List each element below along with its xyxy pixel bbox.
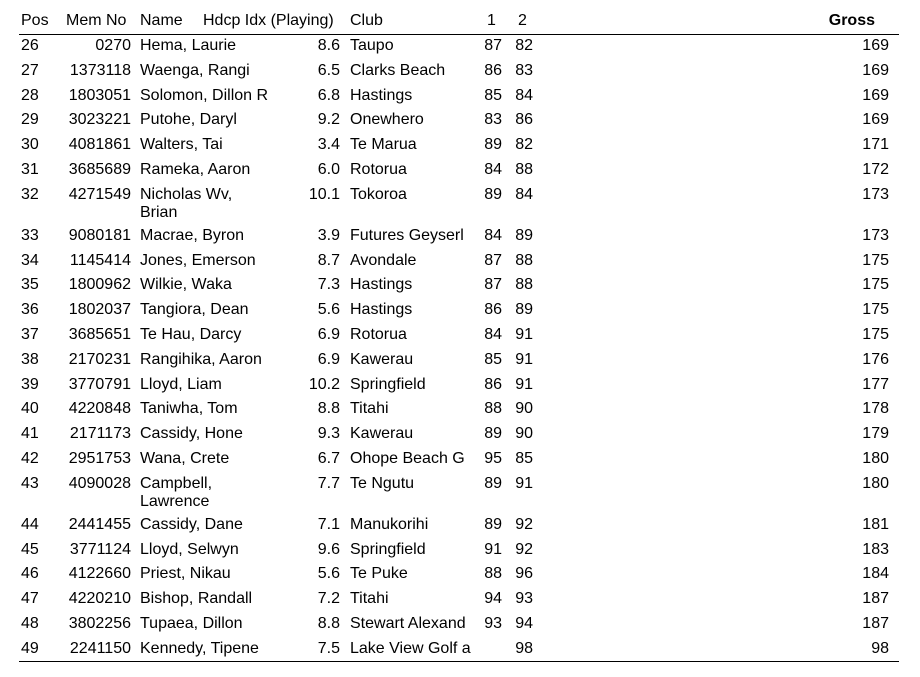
round-2-cell: 96 — [515, 565, 533, 583]
round-1-cell: 87 — [484, 276, 502, 294]
position-cell: 35 — [21, 276, 39, 294]
header-hdcp: Hdcp Idx (Playing) — [203, 12, 334, 29]
club-cell: Kawerau — [350, 425, 414, 443]
player-name-cell: Tupaea, Dillon — [140, 615, 243, 632]
club-cell: Hastings — [350, 276, 413, 294]
round-2-cell: 84 — [515, 185, 533, 203]
member-number-cell: 4220848 — [68, 400, 131, 418]
handicap-cell: 6.9 — [317, 350, 340, 368]
round-2-cell: 91 — [515, 474, 533, 492]
handicap-cell: 5.6 — [317, 565, 340, 583]
round-2-cell: 91 — [515, 326, 533, 343]
handicap-cell: 3.9 — [317, 226, 340, 244]
member-number-cell: 0270 — [95, 37, 131, 54]
gross-cell: 173 — [862, 185, 889, 203]
member-number-cell: 1145414 — [69, 251, 131, 269]
handicap-cell: 10.2 — [308, 375, 340, 393]
gross-cell: 183 — [862, 540, 889, 558]
player-name-cell: Cassidy, Hone — [140, 425, 243, 443]
player-name-cell: Solomon, Dillon R — [140, 86, 269, 104]
round-1-cell: 87 — [484, 251, 502, 269]
position-cell: 29 — [21, 111, 39, 129]
player-name-cell: Wana, Crete — [140, 450, 230, 467]
player-name-cell: Tangiora, Dean — [140, 301, 249, 319]
member-number-cell: 4122660 — [68, 565, 131, 583]
position-cell: 38 — [21, 350, 39, 368]
player-name-cell: Nicholas Wv, — [140, 185, 233, 203]
round-1-cell: 88 — [484, 565, 502, 583]
position-cell: 48 — [21, 615, 39, 632]
member-number-cell: 1802037 — [68, 301, 131, 319]
position-cell: 46 — [21, 565, 39, 583]
round-1-cell: 95 — [484, 450, 502, 467]
handicap-cell: 6.9 — [317, 326, 340, 343]
header-round-2: 2 — [518, 12, 527, 29]
player-name-cell: Taniwha, Tom — [140, 400, 238, 418]
round-1-cell: 85 — [484, 350, 502, 368]
position-cell: 42 — [21, 450, 39, 467]
club-cell: Taupo — [350, 37, 394, 54]
member-number-cell: 3685689 — [68, 161, 131, 178]
round-1-cell: 89 — [484, 515, 502, 533]
round-1-cell: 94 — [484, 590, 502, 608]
round-1-cell: 86 — [484, 375, 502, 393]
player-name-cell: Jones, Emerson — [140, 251, 256, 269]
position-cell: 28 — [21, 86, 39, 104]
header-round-1: 1 — [487, 12, 496, 29]
club-cell: Titahi — [350, 590, 389, 608]
position-cell: 34 — [21, 251, 39, 269]
player-name-cell: Kennedy, Tipene — [140, 639, 259, 657]
club-cell: Tokoroa — [350, 185, 407, 203]
club-cell: Titahi — [350, 400, 389, 418]
gross-cell: 177 — [862, 375, 889, 393]
club-cell: Hastings — [350, 86, 413, 104]
club-cell: Rotorua — [350, 326, 407, 343]
position-cell: 32 — [21, 185, 39, 203]
player-name-cell: Priest, Nikau — [140, 565, 231, 583]
round-2-cell: 82 — [515, 37, 533, 54]
round-2-cell: 88 — [515, 251, 533, 269]
player-name-continuation: Lawrence — [140, 492, 210, 510]
header-name: Name — [140, 12, 183, 29]
handicap-cell: 8.7 — [317, 251, 340, 269]
round-1-cell: 93 — [484, 615, 502, 632]
handicap-cell: 6.8 — [317, 86, 340, 104]
club-cell: Springfield — [350, 540, 426, 558]
player-name-cell: Walters, Tai — [140, 136, 223, 154]
handicap-cell: 9.6 — [317, 540, 340, 558]
round-1-cell: 87 — [484, 37, 502, 54]
round-2-cell: 86 — [515, 111, 533, 129]
handicap-cell: 6.7 — [317, 450, 340, 467]
round-1-cell: 83 — [484, 111, 502, 129]
club-cell: Kawerau — [350, 350, 414, 368]
club-cell: Ohope Beach G — [350, 450, 465, 467]
member-number-cell: 2951753 — [68, 450, 131, 467]
club-cell: Stewart Alexand — [350, 615, 466, 632]
round-1-cell: 86 — [484, 61, 502, 79]
handicap-cell: 9.2 — [317, 111, 340, 129]
gross-cell: 169 — [862, 111, 889, 129]
round-2-cell: 90 — [515, 425, 533, 443]
player-name-cell: Lloyd, Selwyn — [140, 540, 239, 558]
handicap-cell: 7.7 — [317, 474, 340, 492]
member-number-cell: 9080181 — [68, 226, 131, 244]
round-2-cell: 83 — [515, 61, 533, 79]
position-cell: 33 — [21, 226, 39, 244]
gross-cell: 169 — [862, 86, 889, 104]
gross-cell: 172 — [862, 161, 889, 178]
gross-cell: 169 — [862, 37, 889, 54]
round-1-cell: 89 — [484, 136, 502, 154]
position-cell: 41 — [21, 425, 39, 443]
player-name-cell: Cassidy, Dane — [140, 515, 243, 533]
position-cell: 47 — [21, 590, 39, 608]
position-cell: 37 — [21, 326, 39, 343]
gross-cell: 181 — [862, 515, 889, 533]
player-name-cell: Rameka, Aaron — [140, 161, 251, 178]
member-number-cell: 3802256 — [68, 615, 131, 632]
round-2-cell: 92 — [515, 540, 533, 558]
handicap-cell: 7.3 — [317, 276, 340, 294]
round-2-cell: 84 — [515, 86, 533, 104]
member-number-cell: 3685651 — [68, 326, 131, 343]
member-number-cell: 2241150 — [69, 639, 131, 657]
member-number-cell: 1803051 — [68, 86, 131, 104]
gross-cell: 175 — [862, 251, 889, 269]
club-cell: Futures Geyserl — [350, 226, 464, 244]
position-cell: 40 — [21, 400, 39, 418]
handicap-cell: 7.2 — [317, 590, 340, 608]
member-number-cell: 2441455 — [68, 515, 131, 533]
member-number-cell: 2170231 — [68, 350, 131, 368]
player-name-cell: Rangihika, Aaron — [140, 350, 262, 368]
member-number-cell: 2171173 — [69, 425, 131, 443]
club-cell: Te Puke — [350, 565, 408, 583]
member-number-cell: 1800962 — [68, 276, 131, 294]
round-2-cell: 82 — [515, 136, 533, 154]
gross-cell: 179 — [862, 425, 889, 443]
round-1-cell: 86 — [484, 301, 502, 319]
header-divider — [19, 34, 899, 35]
club-cell: Te Marua — [350, 136, 417, 154]
header-mem-no: Mem No — [66, 12, 127, 29]
handicap-cell: 6.5 — [317, 61, 340, 79]
player-name-cell: Hema, Laurie — [140, 37, 237, 54]
gross-cell: 176 — [862, 350, 889, 368]
round-2-cell: 98 — [515, 639, 533, 657]
club-cell: Te Ngutu — [350, 474, 415, 492]
gross-cell: 187 — [862, 615, 889, 632]
position-cell: 43 — [21, 474, 39, 492]
round-1-cell: 89 — [484, 185, 502, 203]
round-1-cell: 89 — [484, 425, 502, 443]
member-number-cell: 3771124 — [69, 540, 131, 558]
handicap-cell: 7.1 — [317, 515, 340, 533]
player-name-cell: Campbell, — [140, 474, 213, 492]
round-2-cell: 92 — [515, 515, 533, 533]
position-cell: 27 — [21, 61, 39, 79]
member-number-cell: 4271549 — [68, 185, 131, 203]
round-1-cell: 91 — [484, 540, 502, 558]
round-2-cell: 91 — [515, 350, 533, 368]
club-cell: Springfield — [350, 375, 426, 393]
gross-cell: 187 — [862, 590, 889, 608]
header-club: Club — [350, 12, 383, 29]
player-name-cell: Lloyd, Liam — [140, 375, 222, 393]
member-number-cell: 4090028 — [68, 474, 131, 492]
handicap-cell: 8.8 — [317, 400, 340, 418]
member-number-cell: 1373118 — [69, 61, 131, 79]
round-2-cell: 93 — [515, 590, 533, 608]
gross-cell: 175 — [862, 326, 889, 343]
gross-cell: 173 — [862, 226, 889, 244]
player-name-cell: Putohe, Daryl — [140, 111, 237, 129]
header-gross: Gross — [828, 12, 875, 29]
position-cell: 49 — [21, 639, 39, 657]
round-2-cell: 89 — [515, 301, 533, 319]
round-2-cell: 88 — [515, 161, 533, 178]
club-cell: Avondale — [350, 251, 417, 269]
footer-divider — [19, 661, 899, 662]
position-cell: 36 — [21, 301, 39, 319]
position-cell: 39 — [21, 375, 39, 393]
gross-cell: 178 — [862, 400, 889, 418]
round-2-cell: 85 — [515, 450, 533, 467]
handicap-cell: 7.5 — [317, 639, 340, 657]
position-cell: 31 — [21, 161, 39, 178]
gross-cell: 171 — [862, 136, 889, 154]
club-cell: Rotorua — [350, 161, 407, 178]
position-cell: 26 — [21, 37, 39, 54]
round-2-cell: 89 — [515, 226, 533, 244]
round-1-cell: 84 — [484, 326, 502, 343]
handicap-cell: 8.6 — [317, 37, 340, 54]
handicap-cell: 6.0 — [317, 161, 340, 178]
round-1-cell: 85 — [484, 86, 502, 104]
round-2-cell: 90 — [515, 400, 533, 418]
handicap-cell: 9.3 — [317, 425, 340, 443]
round-2-cell: 94 — [515, 615, 533, 632]
player-name-cell: Macrae, Byron — [140, 226, 245, 244]
club-cell: Manukorihi — [350, 515, 429, 533]
member-number-cell: 3023221 — [68, 111, 131, 129]
round-1-cell: 84 — [484, 161, 502, 178]
member-number-cell: 4081861 — [68, 136, 131, 154]
round-2-cell: 88 — [515, 276, 533, 294]
member-number-cell: 3770791 — [68, 375, 131, 393]
position-cell: 44 — [21, 515, 39, 533]
round-1-cell: 84 — [484, 226, 502, 244]
gross-cell: 175 — [862, 301, 889, 319]
handicap-cell: 8.8 — [317, 615, 340, 632]
position-cell: 45 — [21, 540, 39, 558]
round-2-cell: 91 — [515, 375, 533, 393]
header-pos: Pos — [21, 12, 49, 29]
club-cell: Lake View Golf a — [350, 639, 471, 657]
member-number-cell: 4220210 — [68, 590, 131, 608]
gross-cell: 180 — [862, 474, 889, 492]
handicap-cell: 10.1 — [308, 185, 340, 203]
player-name-cell: Te Hau, Darcy — [140, 326, 242, 343]
handicap-cell: 3.4 — [317, 136, 340, 154]
round-1-cell: 88 — [484, 400, 502, 418]
club-cell: Clarks Beach — [350, 61, 446, 79]
player-name-continuation: Brian — [140, 203, 178, 221]
club-cell: Hastings — [350, 301, 413, 319]
gross-cell: 180 — [862, 450, 889, 467]
player-name-cell: Wilkie, Waka — [140, 276, 232, 294]
club-cell: Onewhero — [350, 111, 424, 129]
handicap-cell: 5.6 — [317, 301, 340, 319]
player-name-cell: Waenga, Rangi — [140, 61, 250, 79]
gross-cell: 169 — [862, 61, 889, 79]
gross-cell: 175 — [862, 276, 889, 294]
gross-cell: 184 — [862, 565, 889, 583]
round-1-cell: 89 — [484, 474, 502, 492]
player-name-cell: Bishop, Randall — [140, 590, 253, 608]
gross-cell: 98 — [871, 639, 889, 657]
position-cell: 30 — [21, 136, 39, 154]
